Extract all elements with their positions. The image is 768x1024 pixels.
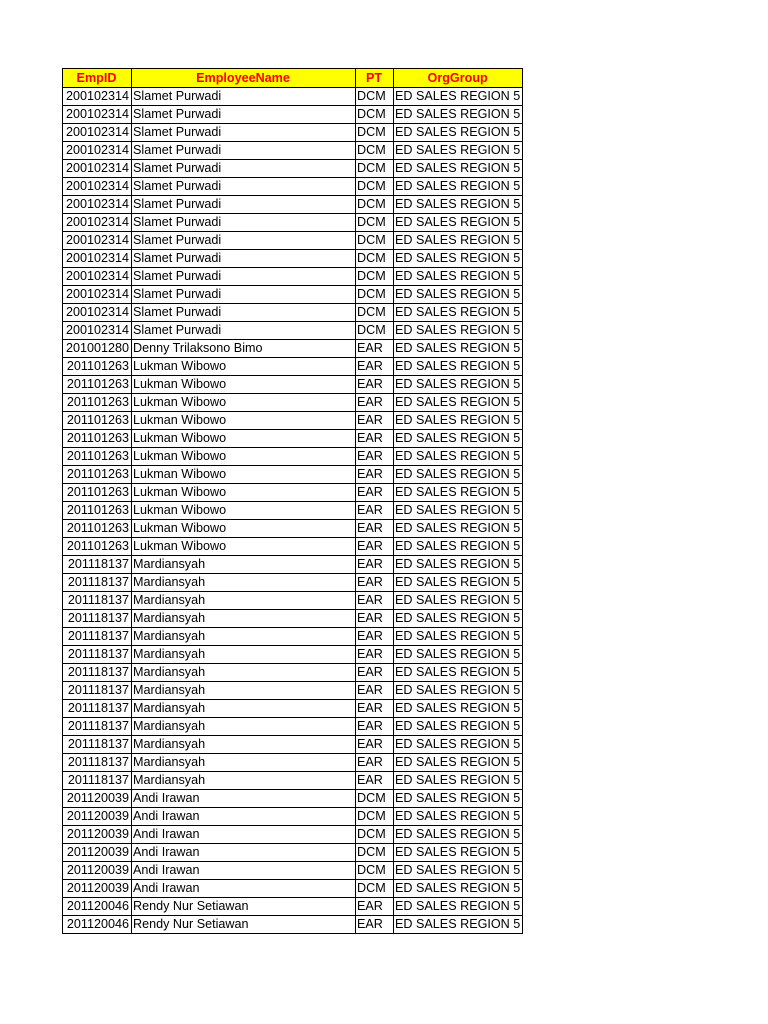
cell-employeename[interactable]: Mardiansyah xyxy=(132,736,356,754)
cell-orggroup[interactable]: ED SALES REGION 5 xyxy=(394,862,523,880)
cell-empid[interactable]: 200102314 xyxy=(63,268,132,286)
cell-orggroup[interactable]: ED SALES REGION 5 xyxy=(394,448,523,466)
cell-orggroup[interactable]: ED SALES REGION 5 xyxy=(394,592,523,610)
cell-pt[interactable]: EAR xyxy=(356,736,394,754)
cell-employeename[interactable]: Mardiansyah xyxy=(132,718,356,736)
cell-empid[interactable]: 200102314 xyxy=(63,232,132,250)
cell-employeename[interactable]: Lukman Wibowo xyxy=(132,412,356,430)
table-row xyxy=(63,664,523,682)
cell-empid[interactable]: 200102314 xyxy=(63,304,132,322)
table-row xyxy=(63,610,523,628)
cell-pt[interactable]: DCM xyxy=(356,196,394,214)
cell-pt[interactable]: EAR xyxy=(356,556,394,574)
cell-orggroup[interactable]: ED SALES REGION 5 xyxy=(394,628,523,646)
cell-empid[interactable]: 201101263 xyxy=(63,358,132,376)
table-row xyxy=(63,106,523,124)
cell-employeename[interactable]: Slamet Purwadi xyxy=(132,286,356,304)
cell-orggroup[interactable]: ED SALES REGION 5 xyxy=(394,718,523,736)
table-row xyxy=(63,808,523,826)
cell-employeename[interactable]: Mardiansyah xyxy=(132,754,356,772)
cell-empid[interactable]: 201118137 xyxy=(63,664,132,682)
cell-empid[interactable]: 201118137 xyxy=(63,610,132,628)
cell-empid[interactable]: 201120039 xyxy=(63,790,132,808)
table-row xyxy=(63,718,523,736)
cell-pt[interactable]: EAR xyxy=(356,502,394,520)
cell-pt[interactable]: EAR xyxy=(356,682,394,700)
table-row xyxy=(63,502,523,520)
cell-orggroup[interactable]: ED SALES REGION 5 xyxy=(394,232,523,250)
cell-pt[interactable]: EAR xyxy=(356,664,394,682)
table-row xyxy=(63,700,523,718)
cell-empid[interactable]: 201118137 xyxy=(63,574,132,592)
cell-employeename[interactable]: Mardiansyah xyxy=(132,664,356,682)
cell-empid[interactable]: 201118137 xyxy=(63,754,132,772)
cell-empid[interactable]: 201118137 xyxy=(63,736,132,754)
cell-employeename[interactable]: Mardiansyah xyxy=(132,574,356,592)
cell-orggroup[interactable]: ED SALES REGION 5 xyxy=(394,268,523,286)
table-row xyxy=(63,556,523,574)
cell-pt[interactable]: DCM xyxy=(356,214,394,232)
cell-employeename[interactable]: Mardiansyah xyxy=(132,646,356,664)
cell-employeename[interactable]: Mardiansyah xyxy=(132,556,356,574)
cell-empid[interactable]: 201120039 xyxy=(63,862,132,880)
cell-orggroup[interactable]: ED SALES REGION 5 xyxy=(394,808,523,826)
cell-empid[interactable]: 201001280 xyxy=(63,340,132,358)
cell-orggroup[interactable]: ED SALES REGION 5 xyxy=(394,502,523,520)
table-row xyxy=(63,430,523,448)
cell-empid[interactable]: 201101263 xyxy=(63,538,132,556)
cell-employeename[interactable]: Denny Trilaksono Bimo xyxy=(132,340,356,358)
table-row xyxy=(63,250,523,268)
cell-employeename[interactable]: Andi Irawan xyxy=(132,844,356,862)
cell-empid[interactable]: 201120046 xyxy=(63,898,132,916)
cell-empid[interactable]: 200102314 xyxy=(63,160,132,178)
cell-employeename[interactable]: Lukman Wibowo xyxy=(132,430,356,448)
cell-empid[interactable]: 201118137 xyxy=(63,718,132,736)
cell-empid[interactable]: 201118137 xyxy=(63,628,132,646)
table-body xyxy=(63,88,523,934)
cell-orggroup[interactable]: ED SALES REGION 5 xyxy=(394,124,523,142)
cell-pt[interactable]: EAR xyxy=(356,772,394,790)
cell-orggroup[interactable]: ED SALES REGION 5 xyxy=(394,574,523,592)
table-row xyxy=(63,484,523,502)
cell-empid[interactable]: 200102314 xyxy=(63,322,132,340)
cell-pt[interactable]: EAR xyxy=(356,484,394,502)
cell-employeename[interactable]: Lukman Wibowo xyxy=(132,538,356,556)
cell-empid[interactable]: 201120039 xyxy=(63,844,132,862)
cell-pt[interactable]: DCM xyxy=(356,862,394,880)
cell-orggroup[interactable]: ED SALES REGION 5 xyxy=(394,880,523,898)
cell-pt[interactable]: EAR xyxy=(356,916,394,934)
cell-orggroup[interactable]: ED SALES REGION 5 xyxy=(394,736,523,754)
cell-pt[interactable]: EAR xyxy=(356,538,394,556)
cell-pt[interactable]: DCM xyxy=(356,304,394,322)
cell-empid[interactable]: 200102314 xyxy=(63,250,132,268)
cell-pt[interactable]: DCM xyxy=(356,322,394,340)
cell-empid[interactable]: 201120039 xyxy=(63,880,132,898)
cell-empid[interactable]: 201118137 xyxy=(63,646,132,664)
cell-pt[interactable]: EAR xyxy=(356,700,394,718)
cell-orggroup[interactable]: ED SALES REGION 5 xyxy=(394,646,523,664)
cell-employeename[interactable]: Slamet Purwadi xyxy=(132,322,356,340)
cell-employeename[interactable]: Mardiansyah xyxy=(132,700,356,718)
cell-orggroup[interactable]: ED SALES REGION 5 xyxy=(394,700,523,718)
cell-pt[interactable]: EAR xyxy=(356,610,394,628)
cell-orggroup[interactable]: ED SALES REGION 5 xyxy=(394,376,523,394)
table-row xyxy=(63,124,523,142)
cell-employeename[interactable]: Slamet Purwadi xyxy=(132,304,356,322)
cell-pt[interactable]: DCM xyxy=(356,160,394,178)
cell-orggroup[interactable]: ED SALES REGION 5 xyxy=(394,214,523,232)
cell-employeename[interactable]: Andi Irawan xyxy=(132,790,356,808)
cell-employeename[interactable]: Andi Irawan xyxy=(132,808,356,826)
table-row xyxy=(63,592,523,610)
cell-orggroup[interactable]: ED SALES REGION 5 xyxy=(394,610,523,628)
cell-empid[interactable]: 200102314 xyxy=(63,196,132,214)
cell-pt[interactable]: DCM xyxy=(356,286,394,304)
cell-employeename[interactable]: Andi Irawan xyxy=(132,880,356,898)
cell-empid[interactable]: 201101263 xyxy=(63,502,132,520)
cell-pt[interactable]: DCM xyxy=(356,826,394,844)
table-row xyxy=(63,178,523,196)
table-row xyxy=(63,304,523,322)
cell-employeename[interactable]: Mardiansyah xyxy=(132,682,356,700)
cell-orggroup[interactable]: ED SALES REGION 5 xyxy=(394,142,523,160)
cell-pt[interactable]: DCM xyxy=(356,250,394,268)
cell-employeename[interactable]: Slamet Purwadi xyxy=(132,196,356,214)
cell-empid[interactable]: 201101263 xyxy=(63,412,132,430)
cell-empid[interactable]: 201118137 xyxy=(63,700,132,718)
cell-employeename[interactable]: Lukman Wibowo xyxy=(132,520,356,538)
cell-pt[interactable]: DCM xyxy=(356,142,394,160)
cell-empid[interactable]: 201101263 xyxy=(63,466,132,484)
cell-pt[interactable]: DCM xyxy=(356,88,394,106)
table-row xyxy=(63,214,523,232)
cell-orggroup[interactable]: ED SALES REGION 5 xyxy=(394,178,523,196)
cell-empid[interactable]: 200102314 xyxy=(63,286,132,304)
cell-empid[interactable]: 201120039 xyxy=(63,808,132,826)
cell-employeename[interactable]: Slamet Purwadi xyxy=(132,232,356,250)
cell-empid[interactable]: 201118137 xyxy=(63,772,132,790)
cell-pt[interactable]: DCM xyxy=(356,124,394,142)
cell-orggroup[interactable]: ED SALES REGION 5 xyxy=(394,466,523,484)
cell-employeename[interactable]: Mardiansyah xyxy=(132,592,356,610)
table-row xyxy=(63,862,523,880)
cell-orggroup[interactable]: ED SALES REGION 5 xyxy=(394,412,523,430)
table-row xyxy=(63,520,523,538)
cell-employeename[interactable]: Slamet Purwadi xyxy=(132,178,356,196)
table-row xyxy=(63,898,523,916)
table-row xyxy=(63,574,523,592)
cell-orggroup[interactable]: ED SALES REGION 5 xyxy=(394,898,523,916)
cell-orggroup[interactable]: ED SALES REGION 5 xyxy=(394,286,523,304)
cell-empid[interactable]: 201101263 xyxy=(63,484,132,502)
cell-empid[interactable]: 201101263 xyxy=(63,430,132,448)
cell-orggroup[interactable]: ED SALES REGION 5 xyxy=(394,520,523,538)
cell-employeename[interactable]: Lukman Wibowo xyxy=(132,358,356,376)
cell-empid[interactable]: 200102314 xyxy=(63,88,132,106)
cell-employeename[interactable]: Slamet Purwadi xyxy=(132,124,356,142)
table-row xyxy=(63,826,523,844)
table-row xyxy=(63,394,523,412)
cell-employeename[interactable]: Andi Irawan xyxy=(132,826,356,844)
cell-empid[interactable]: 201101263 xyxy=(63,394,132,412)
cell-orggroup[interactable]: ED SALES REGION 5 xyxy=(394,754,523,772)
table-row xyxy=(63,376,523,394)
cell-pt[interactable]: DCM xyxy=(356,106,394,124)
cell-pt[interactable]: EAR xyxy=(356,592,394,610)
employee-table xyxy=(62,68,523,934)
cell-orggroup[interactable]: ED SALES REGION 5 xyxy=(394,322,523,340)
cell-empid[interactable]: 200102314 xyxy=(63,178,132,196)
cell-pt[interactable]: EAR xyxy=(356,358,394,376)
table-row xyxy=(63,196,523,214)
cell-employeename[interactable]: Slamet Purwadi xyxy=(132,268,356,286)
cell-orggroup[interactable]: ED SALES REGION 5 xyxy=(394,484,523,502)
cell-pt[interactable]: DCM xyxy=(356,790,394,808)
table-row xyxy=(63,844,523,862)
table-row xyxy=(63,736,523,754)
cell-employeename[interactable]: Mardiansyah xyxy=(132,772,356,790)
cell-pt[interactable]: EAR xyxy=(356,898,394,916)
cell-orggroup[interactable]: ED SALES REGION 5 xyxy=(394,250,523,268)
cell-employeename[interactable]: Lukman Wibowo xyxy=(132,484,356,502)
cell-employeename[interactable]: Lukman Wibowo xyxy=(132,394,356,412)
cell-employeename[interactable]: Slamet Purwadi xyxy=(132,160,356,178)
table-row xyxy=(63,682,523,700)
table-row xyxy=(63,412,523,430)
cell-employeename[interactable]: Lukman Wibowo xyxy=(132,502,356,520)
cell-pt[interactable]: EAR xyxy=(356,340,394,358)
table-row xyxy=(63,880,523,898)
cell-employeename[interactable]: Slamet Purwadi xyxy=(132,88,356,106)
table-row xyxy=(63,772,523,790)
cell-orggroup[interactable]: ED SALES REGION 5 xyxy=(394,394,523,412)
cell-employeename[interactable]: Slamet Purwadi xyxy=(132,142,356,160)
cell-pt[interactable]: EAR xyxy=(356,628,394,646)
cell-orggroup[interactable]: ED SALES REGION 5 xyxy=(394,826,523,844)
header-employeename[interactable]: EmployeeName xyxy=(132,69,356,88)
cell-pt[interactable]: DCM xyxy=(356,232,394,250)
table-row xyxy=(63,646,523,664)
table-row xyxy=(63,916,523,934)
cell-orggroup[interactable]: ED SALES REGION 5 xyxy=(394,556,523,574)
cell-employeename[interactable]: Andi Irawan xyxy=(132,862,356,880)
table-row xyxy=(63,754,523,772)
cell-empid[interactable]: 200102314 xyxy=(63,106,132,124)
table-row xyxy=(63,628,523,646)
header-pt[interactable]: PT xyxy=(356,69,394,88)
cell-pt[interactable]: EAR xyxy=(356,466,394,484)
table-row xyxy=(63,538,523,556)
cell-pt[interactable]: EAR xyxy=(356,520,394,538)
table-row xyxy=(63,160,523,178)
cell-pt[interactable]: EAR xyxy=(356,448,394,466)
cell-orggroup[interactable]: ED SALES REGION 5 xyxy=(394,106,523,124)
header-empid[interactable]: EmpID xyxy=(63,69,132,88)
cell-pt[interactable]: DCM xyxy=(356,178,394,196)
cell-pt[interactable]: DCM xyxy=(356,268,394,286)
cell-empid[interactable]: 200102314 xyxy=(63,142,132,160)
cell-empid[interactable]: 201101263 xyxy=(63,448,132,466)
table-row xyxy=(63,286,523,304)
cell-employeename[interactable]: Lukman Wibowo xyxy=(132,448,356,466)
table-row xyxy=(63,340,523,358)
cell-pt[interactable]: EAR xyxy=(356,754,394,772)
cell-orggroup[interactable]: ED SALES REGION 5 xyxy=(394,88,523,106)
cell-employeename[interactable]: Mardiansyah xyxy=(132,610,356,628)
cell-pt[interactable]: EAR xyxy=(356,574,394,592)
cell-pt[interactable]: EAR xyxy=(356,412,394,430)
cell-pt[interactable]: EAR xyxy=(356,430,394,448)
cell-empid[interactable]: 201118137 xyxy=(63,556,132,574)
cell-employeename[interactable]: Lukman Wibowo xyxy=(132,466,356,484)
cell-orggroup[interactable]: ED SALES REGION 5 xyxy=(394,430,523,448)
cell-orggroup[interactable]: ED SALES REGION 5 xyxy=(394,196,523,214)
table-row xyxy=(63,448,523,466)
table-row xyxy=(63,358,523,376)
cell-orggroup[interactable]: ED SALES REGION 5 xyxy=(394,682,523,700)
cell-empid[interactable]: 201118137 xyxy=(63,682,132,700)
cell-pt[interactable]: DCM xyxy=(356,808,394,826)
table-row xyxy=(63,790,523,808)
header-row xyxy=(63,69,523,88)
cell-empid[interactable]: 201120039 xyxy=(63,826,132,844)
table-row xyxy=(63,268,523,286)
cell-pt[interactable]: DCM xyxy=(356,880,394,898)
cell-orggroup[interactable]: ED SALES REGION 5 xyxy=(394,304,523,322)
cell-employeename[interactable]: Slamet Purwadi xyxy=(132,214,356,232)
cell-employeename[interactable]: Rendy Nur Setiawan xyxy=(132,898,356,916)
cell-pt[interactable]: EAR xyxy=(356,394,394,412)
cell-empid[interactable]: 200102314 xyxy=(63,214,132,232)
cell-employeename[interactable]: Rendy Nur Setiawan xyxy=(132,916,356,934)
cell-pt[interactable]: DCM xyxy=(356,844,394,862)
header-orggroup[interactable]: OrgGroup xyxy=(394,69,523,88)
cell-orggroup[interactable]: ED SALES REGION 5 xyxy=(394,916,523,934)
cell-employeename[interactable]: Mardiansyah xyxy=(132,628,356,646)
cell-orggroup[interactable]: ED SALES REGION 5 xyxy=(394,340,523,358)
cell-empid[interactable]: 201101263 xyxy=(63,520,132,538)
cell-pt[interactable]: EAR xyxy=(356,376,394,394)
cell-orggroup[interactable]: ED SALES REGION 5 xyxy=(394,790,523,808)
cell-empid[interactable]: 201118137 xyxy=(63,592,132,610)
cell-empid[interactable]: 200102314 xyxy=(63,124,132,142)
cell-orggroup[interactable]: ED SALES REGION 5 xyxy=(394,664,523,682)
cell-empid[interactable]: 201120046 xyxy=(63,916,132,934)
cell-empid[interactable]: 201101263 xyxy=(63,376,132,394)
cell-pt[interactable]: EAR xyxy=(356,646,394,664)
table-row xyxy=(63,232,523,250)
cell-orggroup[interactable]: ED SALES REGION 5 xyxy=(394,844,523,862)
cell-orggroup[interactable]: ED SALES REGION 5 xyxy=(394,772,523,790)
cell-employeename[interactable]: Slamet Purwadi xyxy=(132,106,356,124)
table-row xyxy=(63,466,523,484)
cell-employeename[interactable]: Slamet Purwadi xyxy=(132,250,356,268)
cell-orggroup[interactable]: ED SALES REGION 5 xyxy=(394,358,523,376)
cell-orggroup[interactable]: ED SALES REGION 5 xyxy=(394,538,523,556)
cell-pt[interactable]: EAR xyxy=(356,718,394,736)
table-row xyxy=(63,142,523,160)
cell-orggroup[interactable]: ED SALES REGION 5 xyxy=(394,160,523,178)
cell-employeename[interactable]: Lukman Wibowo xyxy=(132,376,356,394)
table-row xyxy=(63,88,523,106)
table-row xyxy=(63,322,523,340)
